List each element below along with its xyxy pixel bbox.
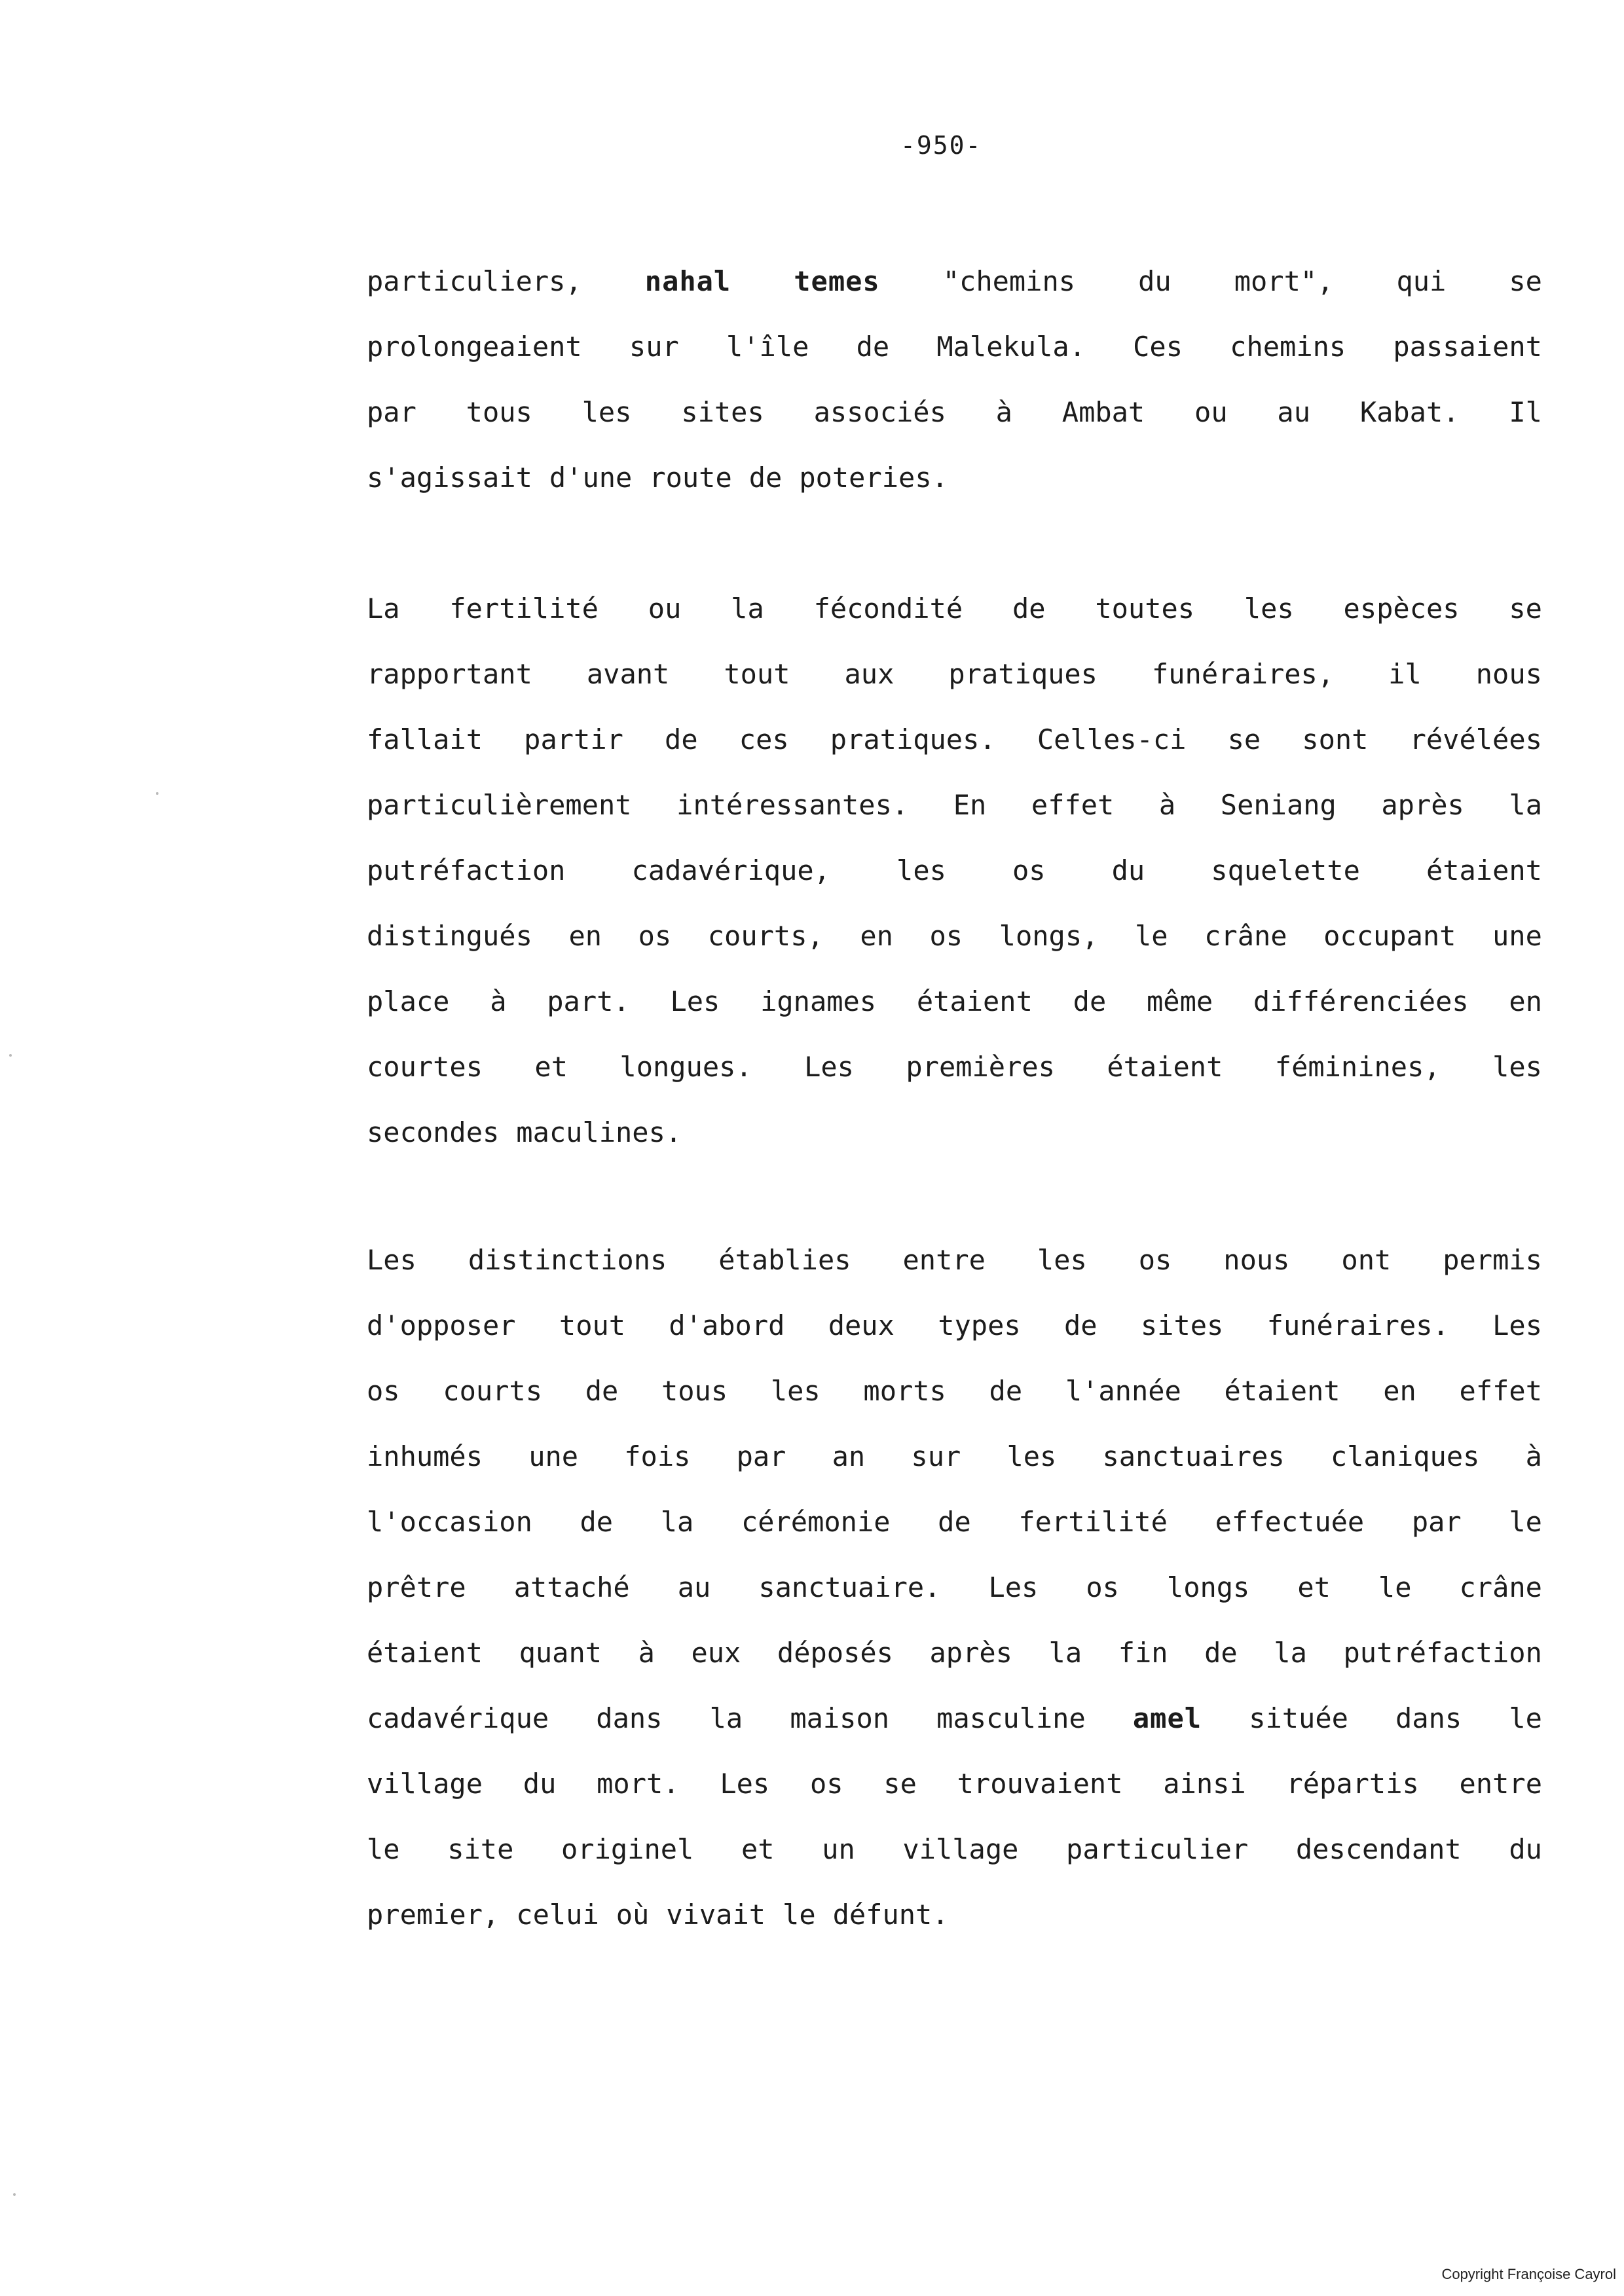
word: sur xyxy=(629,331,679,363)
word: les xyxy=(770,1375,821,1407)
word: se xyxy=(1509,265,1542,297)
word: sites xyxy=(1140,1309,1224,1341)
word: de xyxy=(938,1506,971,1538)
word: "chemins xyxy=(942,265,1076,297)
word: il xyxy=(1388,658,1422,690)
text-line xyxy=(367,380,1542,445)
word: vivait xyxy=(666,1899,766,1931)
word: particulier xyxy=(1066,1833,1249,1865)
word: l'île xyxy=(726,331,809,363)
word: Les xyxy=(670,985,720,1017)
text-line xyxy=(367,576,1542,642)
word: l'année xyxy=(1065,1375,1181,1407)
text-line xyxy=(367,1100,1542,1165)
word: Kabat. xyxy=(1359,396,1460,428)
word: la xyxy=(1048,1637,1082,1669)
scan-speck xyxy=(9,1054,12,1057)
word: Seniang xyxy=(1220,789,1337,821)
word: à xyxy=(995,396,1012,428)
word: fin xyxy=(1118,1637,1168,1669)
word: prolongeaient xyxy=(367,331,582,363)
word: toutes xyxy=(1095,592,1195,625)
word: en xyxy=(860,920,893,952)
word: en xyxy=(1509,985,1542,1017)
word: nous xyxy=(1223,1244,1290,1276)
text-line xyxy=(367,1620,1542,1686)
word: de xyxy=(1063,1309,1098,1341)
word: ou xyxy=(648,592,682,625)
word: intéressantes. xyxy=(676,789,909,821)
word: ou xyxy=(1194,396,1228,428)
word: os xyxy=(1138,1244,1172,1276)
word: un xyxy=(822,1833,855,1865)
word: où xyxy=(616,1899,650,1931)
word: le xyxy=(367,1833,400,1865)
word: deux xyxy=(828,1309,895,1341)
word: le xyxy=(1509,1702,1542,1734)
word: à xyxy=(490,985,507,1017)
word: du xyxy=(1111,854,1145,886)
word: tous xyxy=(661,1375,728,1407)
word: en xyxy=(1383,1375,1416,1407)
text-line xyxy=(367,249,1542,314)
word: s'agissait xyxy=(367,462,532,494)
word: différenciées xyxy=(1253,985,1469,1017)
text-line xyxy=(367,642,1542,707)
word: part. xyxy=(547,985,630,1017)
word: Les xyxy=(367,1244,416,1276)
word: os xyxy=(1012,854,1046,886)
word: ces xyxy=(739,723,789,756)
word: les xyxy=(1037,1244,1087,1276)
word: entre xyxy=(902,1244,986,1276)
word: féminines, xyxy=(1274,1051,1441,1083)
word: de xyxy=(585,1375,619,1407)
word: avant xyxy=(586,658,670,690)
word: courtes xyxy=(367,1051,483,1083)
word: quant xyxy=(519,1637,602,1669)
word: tous xyxy=(466,396,532,428)
word: sites xyxy=(681,396,764,428)
word: funéraires, xyxy=(1151,658,1335,690)
word: Les xyxy=(988,1571,1039,1603)
word: par xyxy=(367,396,416,428)
word: du xyxy=(1138,265,1172,297)
word: fertilité xyxy=(449,592,599,625)
word: sont xyxy=(1302,723,1369,756)
word: étaient xyxy=(1426,854,1542,886)
word: distingués xyxy=(367,920,532,952)
text-line xyxy=(367,1751,1542,1817)
text-line xyxy=(367,1882,1542,1948)
word: trouvaient xyxy=(957,1768,1123,1800)
word: Celles-ci xyxy=(1037,723,1187,756)
word: particuliers, xyxy=(367,265,582,297)
word: fécondité xyxy=(813,592,963,625)
word: eux xyxy=(691,1637,741,1669)
word: Les xyxy=(720,1768,770,1800)
word: déposés xyxy=(777,1637,893,1669)
word: d'une xyxy=(549,462,633,494)
text-line xyxy=(367,1489,1542,1555)
word: Ambat xyxy=(1061,396,1145,428)
text-line xyxy=(367,707,1542,773)
word: au xyxy=(677,1571,711,1603)
text-line xyxy=(367,314,1542,380)
word: établies xyxy=(718,1244,851,1276)
word: putréfaction xyxy=(367,854,566,886)
bold-term: nahal xyxy=(644,265,731,297)
word: village xyxy=(367,1768,483,1800)
word: le xyxy=(1134,920,1168,952)
word: Les xyxy=(1492,1309,1542,1341)
word: squelette xyxy=(1211,854,1360,886)
text-line xyxy=(367,1293,1542,1358)
word: os xyxy=(809,1768,843,1800)
word: La xyxy=(367,592,400,625)
word: même xyxy=(1147,985,1213,1017)
word: passaient xyxy=(1393,331,1542,363)
word: longues. xyxy=(619,1051,752,1083)
word: inhumés xyxy=(367,1440,483,1472)
word: les xyxy=(1006,1440,1057,1472)
word: la xyxy=(1509,789,1542,821)
word: située xyxy=(1249,1702,1348,1734)
text-line xyxy=(367,773,1542,838)
word: étaient xyxy=(1224,1375,1340,1407)
word: entre xyxy=(1459,1768,1542,1800)
word: pratiques. xyxy=(830,723,996,756)
word: Il xyxy=(1509,396,1542,428)
word: une xyxy=(1492,920,1542,952)
word: os xyxy=(929,920,963,952)
word: longs, xyxy=(999,920,1099,952)
word: les xyxy=(1244,592,1294,625)
word: fallait xyxy=(367,723,483,756)
word: types xyxy=(938,1309,1021,1341)
text-line xyxy=(367,1686,1542,1751)
word: le xyxy=(1378,1571,1412,1603)
word: mort", xyxy=(1234,265,1334,297)
word: du xyxy=(523,1768,557,1800)
word: de xyxy=(748,462,783,494)
word: fois xyxy=(624,1440,691,1472)
word: de xyxy=(856,331,890,363)
word: rapportant xyxy=(367,658,532,690)
word: le xyxy=(783,1899,816,1931)
word: premier, xyxy=(367,1899,500,1931)
word: et xyxy=(741,1833,775,1865)
text-line xyxy=(367,1817,1542,1882)
word: la xyxy=(709,1702,743,1734)
word: d'opposer xyxy=(367,1309,516,1341)
word: du xyxy=(1509,1833,1542,1865)
word: se xyxy=(1509,592,1542,625)
word: claniques xyxy=(1330,1440,1480,1472)
page-number: -950- xyxy=(900,131,982,160)
word: crâne xyxy=(1459,1571,1542,1603)
word: ainsi xyxy=(1163,1768,1246,1800)
word: originel xyxy=(561,1833,694,1865)
word: courts xyxy=(443,1375,542,1407)
word: effet xyxy=(1031,789,1115,821)
word: funéraires. xyxy=(1266,1309,1449,1341)
word: les xyxy=(581,396,632,428)
word: d'abord xyxy=(669,1309,785,1341)
word: site xyxy=(447,1833,514,1865)
word: courts, xyxy=(707,920,824,952)
text-line xyxy=(367,1034,1542,1100)
text-line xyxy=(367,1358,1542,1424)
copyright-notice: Copyright Françoise Cayrol xyxy=(1441,2266,1616,2282)
word: et xyxy=(1297,1571,1331,1603)
word: ont xyxy=(1341,1244,1392,1276)
word: l'occasion xyxy=(367,1506,532,1538)
word: effet xyxy=(1459,1375,1542,1407)
word: putréfaction xyxy=(1343,1637,1542,1669)
word: étaient xyxy=(916,985,1033,1017)
word: après xyxy=(929,1637,1012,1669)
word: pratiques xyxy=(948,658,1098,690)
word: os xyxy=(1086,1571,1119,1603)
word: poteries. xyxy=(799,462,948,494)
word: de xyxy=(1204,1637,1238,1669)
word: une xyxy=(528,1440,579,1472)
word: sanctuaire. xyxy=(758,1571,941,1603)
word: de xyxy=(989,1375,1023,1407)
word: secondes xyxy=(367,1116,500,1148)
word: Les xyxy=(804,1051,854,1083)
word: à xyxy=(1158,789,1176,821)
word: longs xyxy=(1166,1571,1250,1603)
word: par xyxy=(1411,1506,1462,1538)
text-line xyxy=(367,1555,1542,1620)
word: partir xyxy=(524,723,623,756)
word: à xyxy=(1525,1440,1542,1472)
word: à xyxy=(638,1637,655,1669)
word: En xyxy=(953,789,987,821)
word: village xyxy=(902,1833,1019,1865)
word: cadavérique xyxy=(367,1702,549,1734)
word: maison xyxy=(790,1702,890,1734)
word: nous xyxy=(1475,658,1542,690)
scan-speck xyxy=(156,792,158,795)
word: os xyxy=(638,920,672,952)
word: attaché xyxy=(513,1571,630,1603)
word: sur xyxy=(911,1440,961,1472)
word: premières xyxy=(906,1051,1055,1083)
word: place xyxy=(367,985,450,1017)
word: par xyxy=(736,1440,786,1472)
word: étaient xyxy=(1107,1051,1223,1083)
paragraph xyxy=(367,576,1542,1165)
text-line xyxy=(367,903,1542,969)
scan-speck xyxy=(13,2193,16,2196)
word: prêtre xyxy=(367,1571,466,1603)
word: la xyxy=(660,1506,694,1538)
word: tout xyxy=(724,658,790,690)
word: crâne xyxy=(1204,920,1287,952)
word: qui xyxy=(1396,265,1447,297)
word: révélées xyxy=(1409,723,1542,756)
text-line xyxy=(367,445,1542,511)
word: se xyxy=(883,1768,917,1800)
word: maculines. xyxy=(516,1116,682,1148)
word: celui xyxy=(516,1899,599,1931)
word: de xyxy=(580,1506,614,1538)
word: masculine xyxy=(936,1702,1086,1734)
word: route xyxy=(649,462,732,494)
word: les xyxy=(896,854,946,886)
word: étaient xyxy=(367,1637,483,1669)
word: morts xyxy=(863,1375,946,1407)
word: les xyxy=(1492,1051,1542,1083)
text-line xyxy=(367,838,1542,903)
word: cérémonie xyxy=(741,1506,891,1538)
word: de xyxy=(1012,592,1046,625)
word: distinctions xyxy=(468,1244,667,1276)
word: an xyxy=(832,1440,866,1472)
word: ignames xyxy=(760,985,877,1017)
word: le xyxy=(1509,1506,1542,1538)
paragraph xyxy=(367,249,1542,511)
word: aux xyxy=(844,658,895,690)
word: Malekula. xyxy=(936,331,1086,363)
word: de xyxy=(665,723,698,756)
word: dans xyxy=(1395,1702,1462,1734)
word: dans xyxy=(596,1702,663,1734)
word: après xyxy=(1381,789,1464,821)
word: occupant xyxy=(1323,920,1456,952)
text-line xyxy=(367,1424,1542,1489)
word: se xyxy=(1227,723,1261,756)
paragraph xyxy=(367,1228,1542,1948)
word: associés xyxy=(813,396,946,428)
word: en xyxy=(568,920,602,952)
word: particulièrement xyxy=(367,789,632,821)
word: descendant xyxy=(1295,1833,1462,1865)
word: défunt. xyxy=(832,1899,949,1931)
word: répartis xyxy=(1286,1768,1419,1800)
word: cadavérique, xyxy=(631,854,830,886)
text-line xyxy=(367,1228,1542,1293)
text-line xyxy=(367,969,1542,1034)
word: la xyxy=(1274,1637,1307,1669)
bold-term: amel xyxy=(1132,1702,1202,1734)
word: chemins xyxy=(1230,331,1346,363)
word: de xyxy=(1073,985,1107,1017)
word: et xyxy=(534,1051,568,1083)
word: Ces xyxy=(1133,331,1183,363)
word: os xyxy=(367,1375,400,1407)
word: au xyxy=(1277,396,1310,428)
word: permis xyxy=(1443,1244,1542,1276)
word: mort. xyxy=(597,1768,680,1800)
word: la xyxy=(731,592,764,625)
word: tout xyxy=(559,1309,626,1341)
word: fertilité xyxy=(1018,1506,1168,1538)
bold-term: temes xyxy=(794,265,880,297)
word: espèces xyxy=(1343,592,1460,625)
word: sanctuaires xyxy=(1102,1440,1285,1472)
word: effectuée xyxy=(1215,1506,1365,1538)
